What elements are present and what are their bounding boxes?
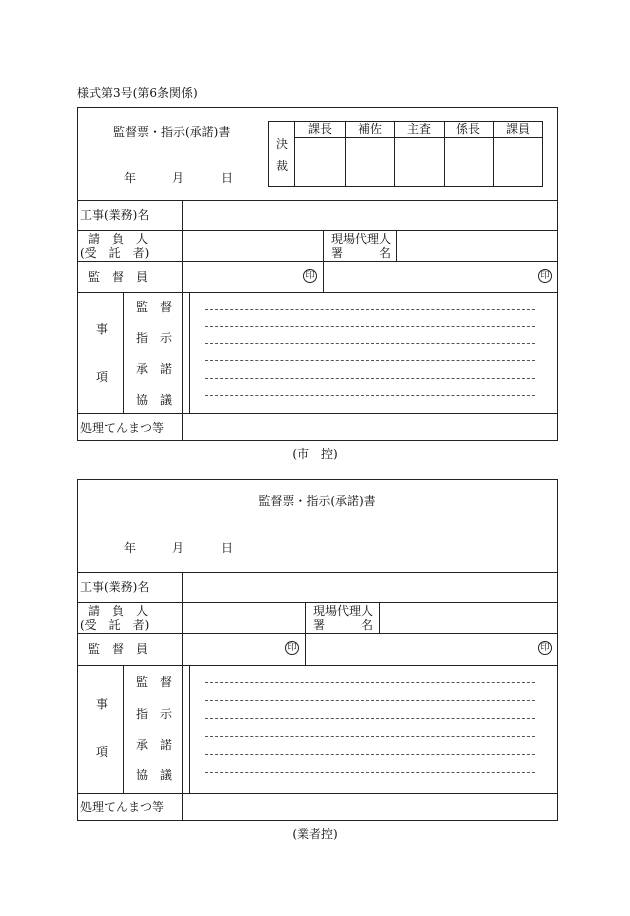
- row-site-agent-label-2: 署 名: [313, 618, 374, 632]
- date-month: 月: [172, 541, 185, 555]
- date-year: 年: [124, 541, 137, 555]
- approval-side-top: 決: [276, 137, 289, 151]
- seal-mark: 印: [285, 641, 299, 655]
- caption-contractor-copy: (業者控): [292, 827, 338, 841]
- matter-type-instruction: 指 示: [136, 331, 173, 345]
- approval-header-chief: 主査: [406, 122, 432, 136]
- seal-mark: 印: [538, 641, 552, 655]
- seal-mark: 印: [538, 269, 552, 283]
- matter-type-approval: 承 諾: [136, 738, 173, 752]
- row-contractor-label-2: (受 託 者): [80, 618, 150, 632]
- row-site-agent-label-1: 現場代理人: [331, 232, 392, 246]
- row-supervisor-label: 監 督 員: [88, 642, 149, 656]
- row-matter-label-1: 事: [96, 322, 109, 336]
- matter-type-instruction: 指 示: [136, 707, 173, 721]
- row-contractor-label-1: 請 負 人: [88, 232, 149, 246]
- form-title: 監督票・指示(承諾)書: [258, 494, 376, 508]
- seal-mark: 印: [303, 269, 317, 283]
- row-project-label: 工事(業務)名: [80, 208, 150, 222]
- row-project-label: 工事(業務)名: [80, 580, 150, 594]
- matter-type-approval: 承 諾: [136, 362, 173, 376]
- date-day: 日: [221, 171, 234, 185]
- row-matter-label-1: 事: [96, 697, 109, 711]
- row-supervisor-label: 監 督 員: [88, 270, 149, 284]
- row-site-agent-label-2: 署 名: [331, 246, 392, 260]
- form-title: 監督票・指示(承諾)書: [113, 125, 231, 139]
- row-handling-label: 処理てんまつ等: [80, 800, 165, 814]
- form-label: 様式第3号(第6条関係): [77, 86, 198, 100]
- row-matter-label-2: 項: [96, 745, 109, 759]
- approval-header-subsection-chief: 係長: [455, 122, 481, 136]
- caption-city-copy: (市 控): [292, 447, 338, 461]
- row-contractor-label-2: (受 託 者): [80, 246, 150, 260]
- approval-header-section-chief: 課長: [307, 122, 333, 136]
- row-handling-label: 処理てんまつ等: [80, 421, 165, 435]
- matter-type-supervision: 監 督: [136, 675, 173, 689]
- date-month: 月: [172, 171, 185, 185]
- approval-header-staff: 課員: [505, 122, 531, 136]
- matter-type-consultation: 協 議: [136, 393, 173, 407]
- date-year: 年: [124, 171, 137, 185]
- row-site-agent-label-1: 現場代理人: [313, 604, 374, 618]
- matter-type-supervision: 監 督: [136, 300, 173, 314]
- row-contractor-label-1: 請 負 人: [88, 604, 149, 618]
- approval-header-assistant: 補佐: [357, 122, 383, 136]
- approval-side-bottom: 裁: [276, 159, 289, 173]
- matter-type-consultation: 協 議: [136, 768, 173, 782]
- date-day: 日: [221, 541, 234, 555]
- row-matter-label-2: 項: [96, 370, 109, 384]
